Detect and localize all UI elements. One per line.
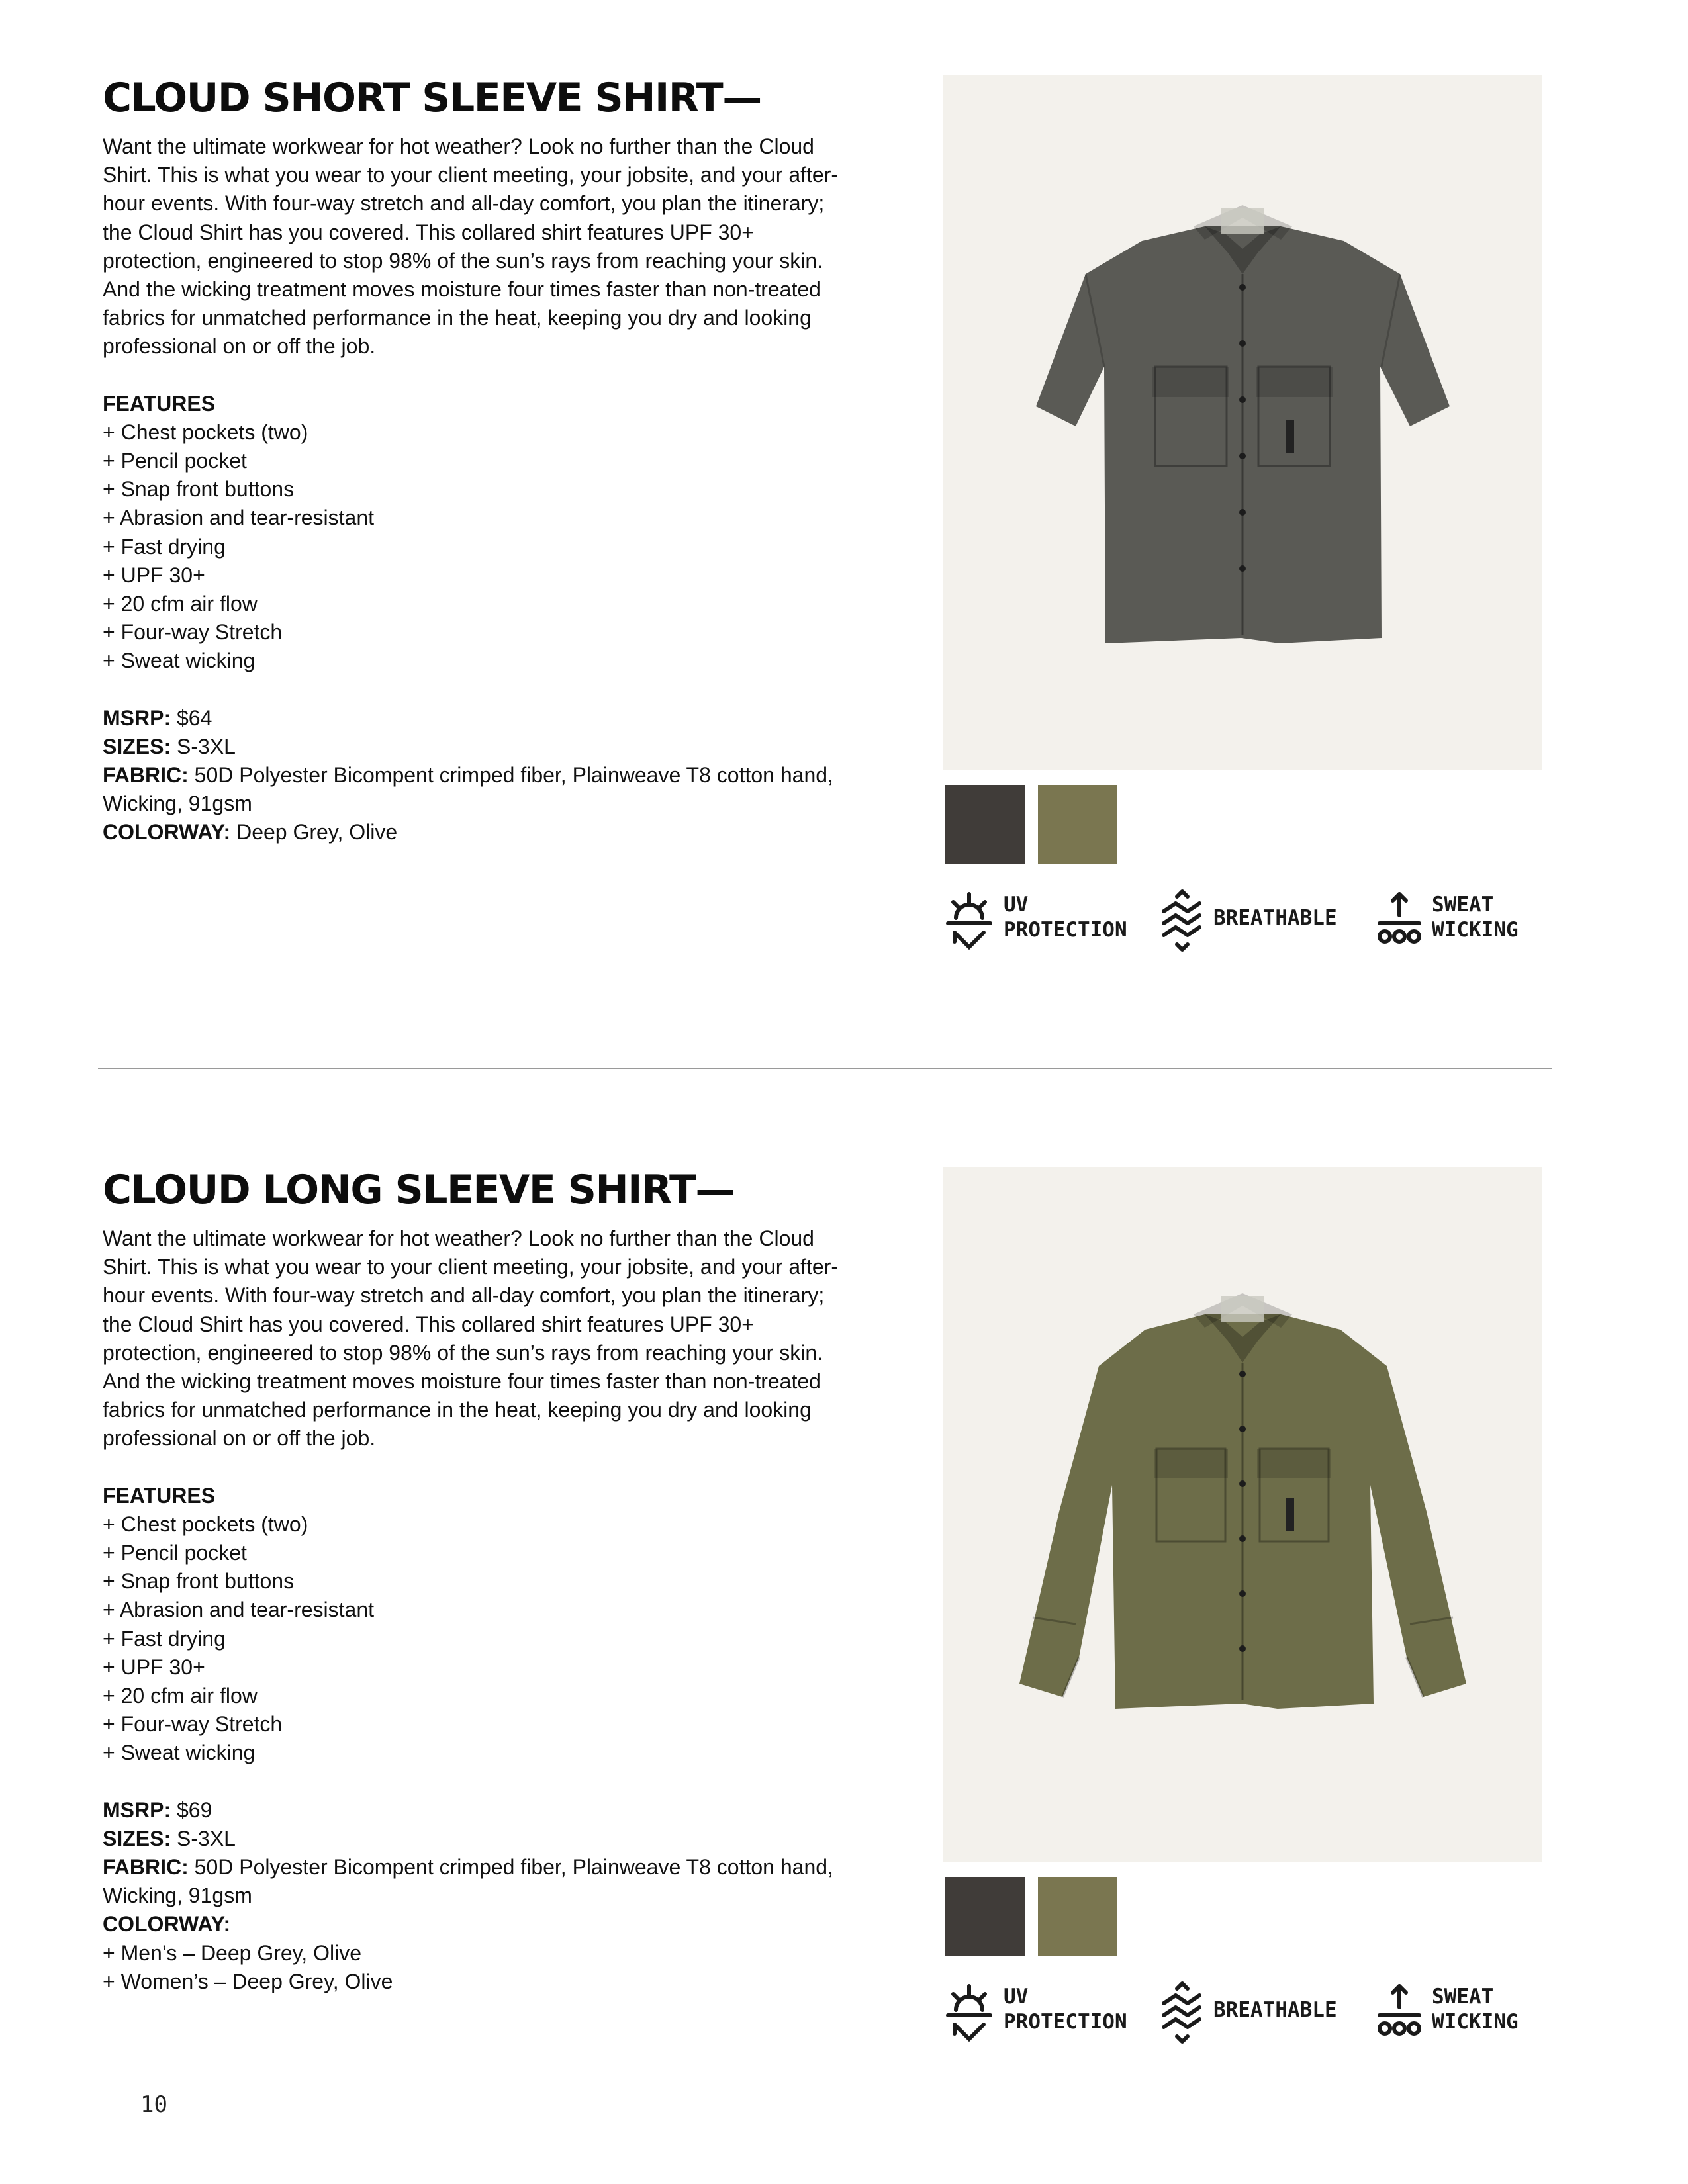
sizes-label: SIZES: [103,734,171,758]
features-list [103,1510,864,1768]
feature-badges [945,1981,1541,2047]
swatch-deep-grey[interactable] [945,1877,1025,1956]
badge-label: BREATHABLE [1213,1998,1337,2022]
feature-item: + Chest pockets (two) [103,1512,308,1536]
badge-sweat-wicking [1376,889,1548,955]
msrp-label: MSRP: [103,705,171,730]
features-list [103,418,864,676]
features-block [103,1482,864,1768]
feature-item: + UPF 30+ [103,1655,205,1679]
fabric-label: FABRIC: [103,1855,189,1880]
features-heading: FEATURES [103,391,216,416]
uv-protection-icon [945,889,998,955]
feature-item: + 20 cfm air flow [103,592,258,616]
sizes-row [103,733,884,761]
colorway-item: + Women’s – Deep Grey, Olive [103,1969,393,1993]
short-sleeve-shirt-illustration [943,75,1542,770]
sizes-value: S-3XL [177,1826,236,1850]
feature-item: + Abrasion and tear-resistant [103,1598,375,1622]
feature-item: + Fast drying [103,534,226,559]
sizes-label: SIZES: [103,1826,171,1850]
badge-label: UV PROTECTION [1004,1985,1127,2034]
badge-breathable [1157,889,1369,955]
features-block [103,390,864,676]
badge-label: UV PROTECTION [1004,893,1127,942]
badge-uv-protection [945,889,1137,955]
swatch-olive[interactable] [1038,1877,1117,1956]
specs-block [103,1796,884,1996]
sizes-row [103,1825,884,1853]
breathable-icon [1157,889,1210,955]
badge-uv-protection [945,1981,1137,2047]
msrp-label: MSRP: [103,1797,171,1822]
product-image-long-sleeve-shirt [943,1167,1542,1862]
fabric-value: 50D Polyester Bicompent crimped fiber, Plainweave T8 cotton hand, Wicking, 91gsm [103,763,833,816]
sizes-value: S-3XL [177,734,236,758]
fabric-value: 50D Polyester Bicompent crimped fiber, Plainweave T8 cotton hand, Wicking, 91gsm [103,1855,833,1908]
sweat-wicking-icon [1376,889,1429,955]
fabric-row [103,1853,884,1910]
feature-item: + UPF 30+ [103,563,205,587]
fabric-label: FABRIC: [103,763,189,788]
uv-protection-icon [945,1981,998,2047]
colorway-item: + Men’s – Deep Grey, Olive [103,1940,361,1965]
product-description: Want the ultimate workwear for hot weather? Look no further than the Cloud Shirt. This is what you wear to your client meeting, your jobsite, and your after-hour events. With four-way stretch and all-day comfort, you plan the itinerary; the Cloud Shirt has you covered. This collared shirt features UPF 30+ protection, engineered to stop 98% of the sun’s rays from reaching your skin. And the wicking treatment moves moisture four times faster than non-treated fabrics for unmatched performance in the heat, keeping you dry and looking professional on or off the job. [103,1226,839,1451]
badge-sweat-wicking [1376,1981,1548,2047]
feature-item: + Chest pockets (two) [103,420,308,444]
badge-label: BREATHABLE [1213,906,1337,930]
msrp-row [103,704,884,733]
long-sleeve-shirt-illustration [943,1167,1542,1862]
product-section-long-sleeve [0,1092,1688,2085]
feature-item: + Pencil pocket [103,449,247,473]
sweat-wicking-icon [1376,1981,1429,2047]
swatch-deep-grey[interactable] [945,785,1025,864]
feature-item: + Fast drying [103,1626,226,1651]
colorway-label: COLORWAY: [103,1912,231,1936]
colorway-value: Deep Grey, Olive [236,820,398,844]
feature-item: + Four-way Stretch [103,620,283,645]
badge-label: SWEAT WICKING [1432,893,1519,942]
colorway-list [103,1939,884,1996]
section-divider [98,1068,1552,1069]
feature-item: + Sweat wicking [103,1741,256,1765]
msrp-value: $64 [177,705,212,730]
colorway-row [103,818,884,846]
badge-breathable [1157,1981,1369,2047]
colorway-label: COLORWAY: [103,820,231,844]
product-info [103,1165,864,1996]
feature-badges [945,889,1541,955]
features-heading: FEATURES [103,1483,216,1508]
feature-item: + Pencil pocket [103,1541,247,1565]
page-number: 10 [140,2091,167,2118]
product-info [103,73,864,847]
breathable-icon [1157,1981,1210,2047]
product-title: CLOUD SHORT SLEEVE SHIRT— [103,75,761,121]
feature-item: + 20 cfm air flow [103,1684,258,1708]
product-description: Want the ultimate workwear for hot weather? Look no further than the Cloud Shirt. This is what you wear to your client meeting, your jobsite, and your after-hour events. With four-way stretch and all-day comfort, you plan the itinerary; the Cloud Shirt has you covered. This collared shirt features UPF 30+ protection, engineered to stop 98% of the sun’s rays from reaching your skin. And the wicking treatment moves moisture four times faster than non-treated fabrics for unmatched performance in the heat, keeping you dry and looking professional on or off the job. [103,134,839,359]
colorway-row [103,1910,884,1938]
msrp-row [103,1796,884,1825]
feature-item: + Snap front buttons [103,477,295,502]
swatch-olive[interactable] [1038,785,1117,864]
feature-item: + Sweat wicking [103,649,256,673]
product-image-short-sleeve-shirt [943,75,1542,770]
feature-item: + Abrasion and tear-resistant [103,506,375,530]
msrp-value: $69 [177,1797,212,1822]
feature-item: + Snap front buttons [103,1569,295,1594]
product-section-short-sleeve [0,0,1688,993]
product-title: CLOUD LONG SLEEVE SHIRT— [103,1167,734,1213]
specs-block [103,704,884,847]
fabric-row [103,761,884,818]
badge-label: SWEAT WICKING [1432,1985,1519,2034]
feature-item: + Four-way Stretch [103,1712,283,1737]
